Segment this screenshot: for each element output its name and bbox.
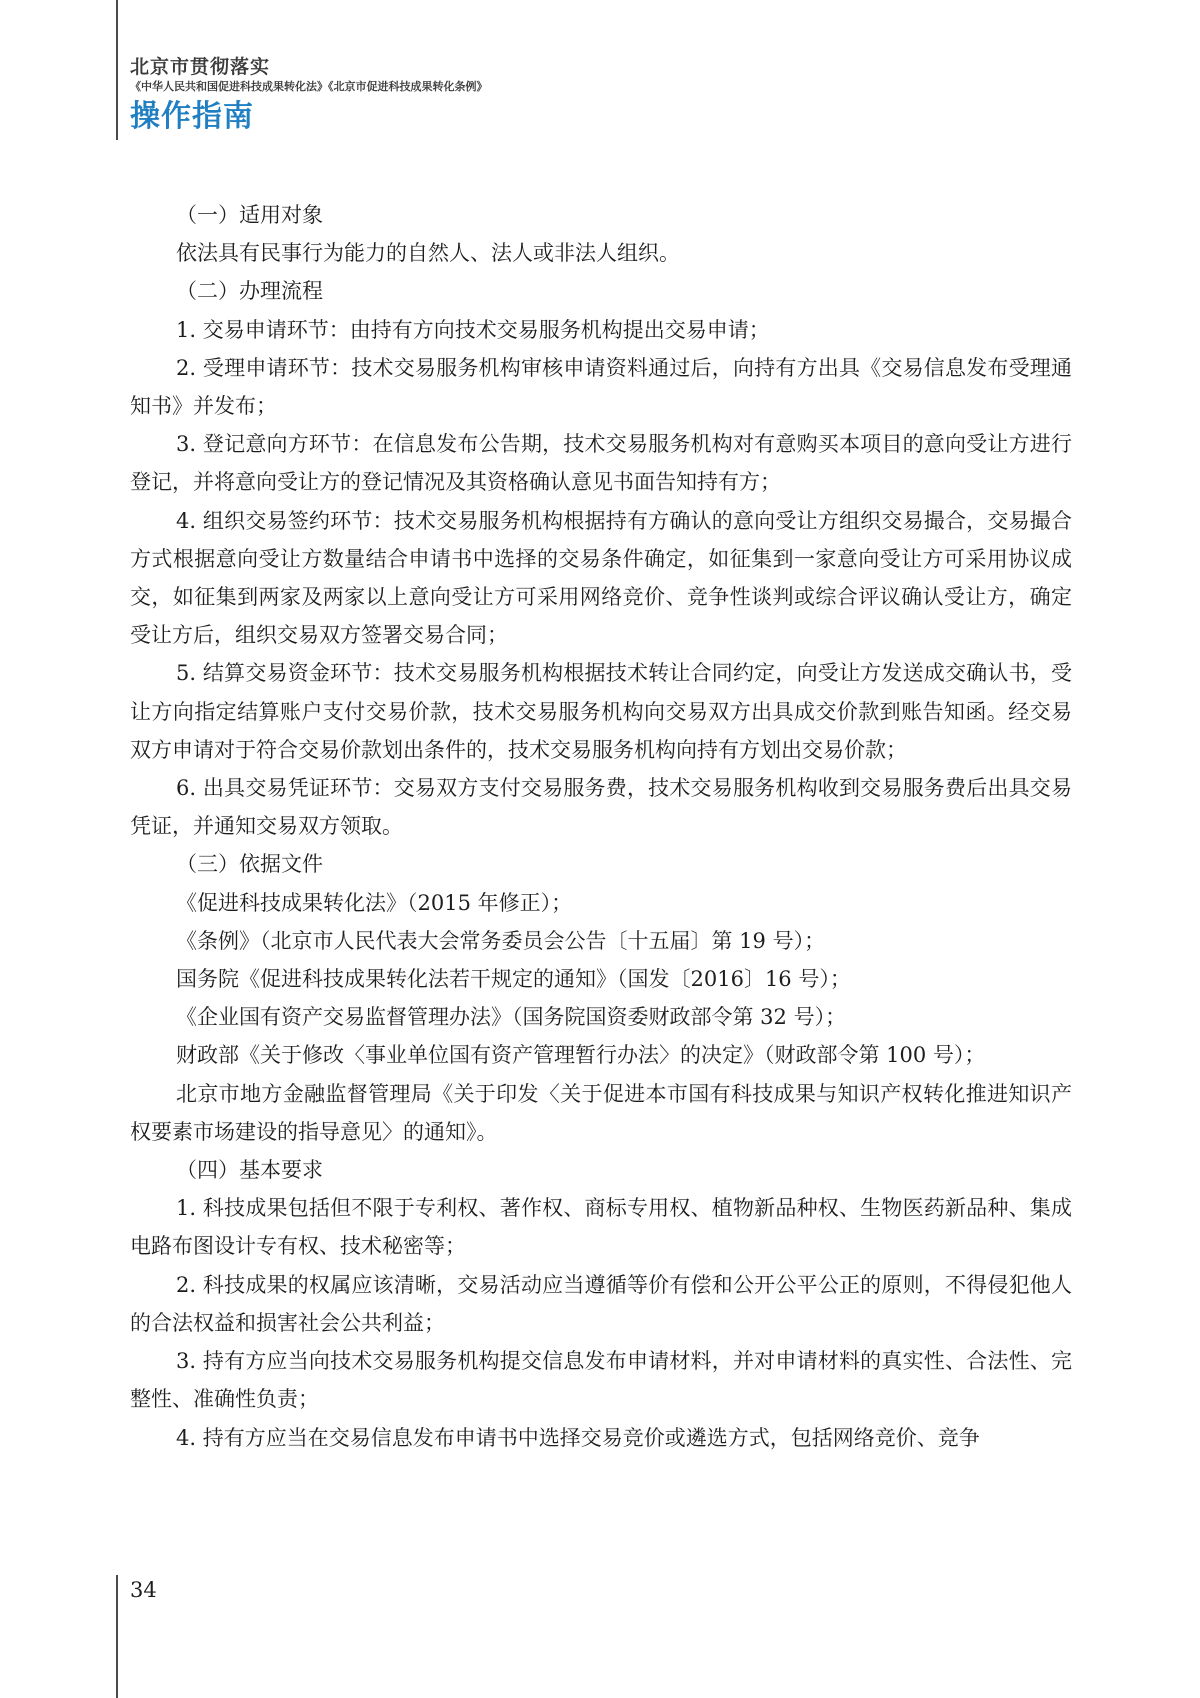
header-subtitle: 《中华人民共和国促进科技成果转化法》《北京市促进科技成果转化条例》 <box>130 80 488 93</box>
paragraph: 2. 科技成果的权属应该清晰，交易活动应当遵循等价有偿和公开公平公正的原则，不得侵犯他人的合法权益和损害社会公共利益； <box>130 1272 1072 1335</box>
paragraph: 3. 持有方应当向技术交易服务机构提交信息发布申请材料，并对申请材料的真实性、合法性、完整性、准确性负责； <box>130 1349 1072 1412</box>
paragraph: 5. 结算交易资金环节：技术交易服务机构根据技术转让合同约定，向受让方发送成交确认书，受让方向指定结算账户支付交易价款，技术交易服务机构向交易双方出具成交价款到账告知函。经交易双方申请对于符合交易价款划出条件的，技术交易服务机构向持有方划出交易价款； <box>130 661 1072 762</box>
paragraph: 《促进科技成果转化法》（2015 年修正）； <box>176 890 573 915</box>
paragraph: 3. 登记意向方环节：在信息发布公告期，技术交易服务机构对有意购买本项目的意向受让方进行登记，并将意向受让方的登记情况及其资格确认意见书面告知持有方； <box>130 432 1072 495</box>
paragraph: 依法具有民事行为能力的自然人、法人或非法人组织。 <box>176 241 680 266</box>
paragraph: 2. 受理申请环节：技术交易服务机构审核申请资料通过后，向持有方出具《交易信息发布受理通知书》并发布； <box>130 355 1072 419</box>
paragraph: 《条例》（北京市人民代表大会常务委员会公告〔十五届〕第 19 号）； <box>176 928 826 953</box>
paragraph: 4. 持有方应当在交易信息发布申请书中选择交易竞价或遴选方式，包括网络竞价、竞争 <box>176 1425 980 1450</box>
paragraph: 6. 出具交易凭证环节：交易双方支付交易服务费，技术交易服务机构收到交易服务费后出具交易凭证，并通知交易双方领取。 <box>130 776 1072 839</box>
body-text <box>130 196 1072 1457</box>
margin-rule-bottom <box>116 1575 118 1698</box>
paragraph: 《企业国有资产交易监督管理办法》（国务院国资委财政部令第 32 号）； <box>176 1005 847 1030</box>
paragraph: 北京市地方金融监督管理局《关于印发〈关于促进本市国有科技成果与知识产权转化推进知识产权要素市场建设的指导意见〉的通知》。 <box>130 1081 1072 1144</box>
paragraph: 国务院《促进科技成果转化法若干规定的通知》（国发〔2016〕16 号）； <box>176 967 851 992</box>
margin-rule-top <box>116 0 118 140</box>
section-heading: （一）适用对象 <box>176 203 323 227</box>
paragraph: 财政部《关于修改〈事业单位国有资产管理暂行办法〉的决定》（财政部令第 100 号）； <box>176 1043 986 1068</box>
running-header <box>130 55 488 137</box>
section-heading: （四）基本要求 <box>176 1158 323 1183</box>
paragraph: 4. 组织交易签约环节：技术交易服务机构根据持有方确认的意向受让方组织交易撮合，交易撮合方式根据意向受让方数量结合申请书中选择的交易条件确定，如征集到一家意向受让方可采用协议成交，如征集到两家及两家以上意向受让方可采用网络竞价、竞争性谈判或综合评议确认受让方，确定受让方后，组织交易双方签署交易合同； <box>130 508 1072 648</box>
paragraph: 1. 科技成果包括但不限于专利权、著作权、商标专用权、植物新品种权、生物医药新品种、集成电路布图设计专有权、技术秘密等； <box>130 1196 1072 1259</box>
section-heading: （二）办理流程 <box>176 279 323 304</box>
paragraph: 1. 交易申请环节：由持有方向技术交易服务机构提出交易申请； <box>176 317 770 342</box>
header-title: 北京市贯彻落实 <box>130 56 271 78</box>
page-number: 34 <box>130 1578 157 1602</box>
header-guide-title: 操作指南 <box>130 99 254 134</box>
section-heading: （三）依据文件 <box>176 852 323 877</box>
